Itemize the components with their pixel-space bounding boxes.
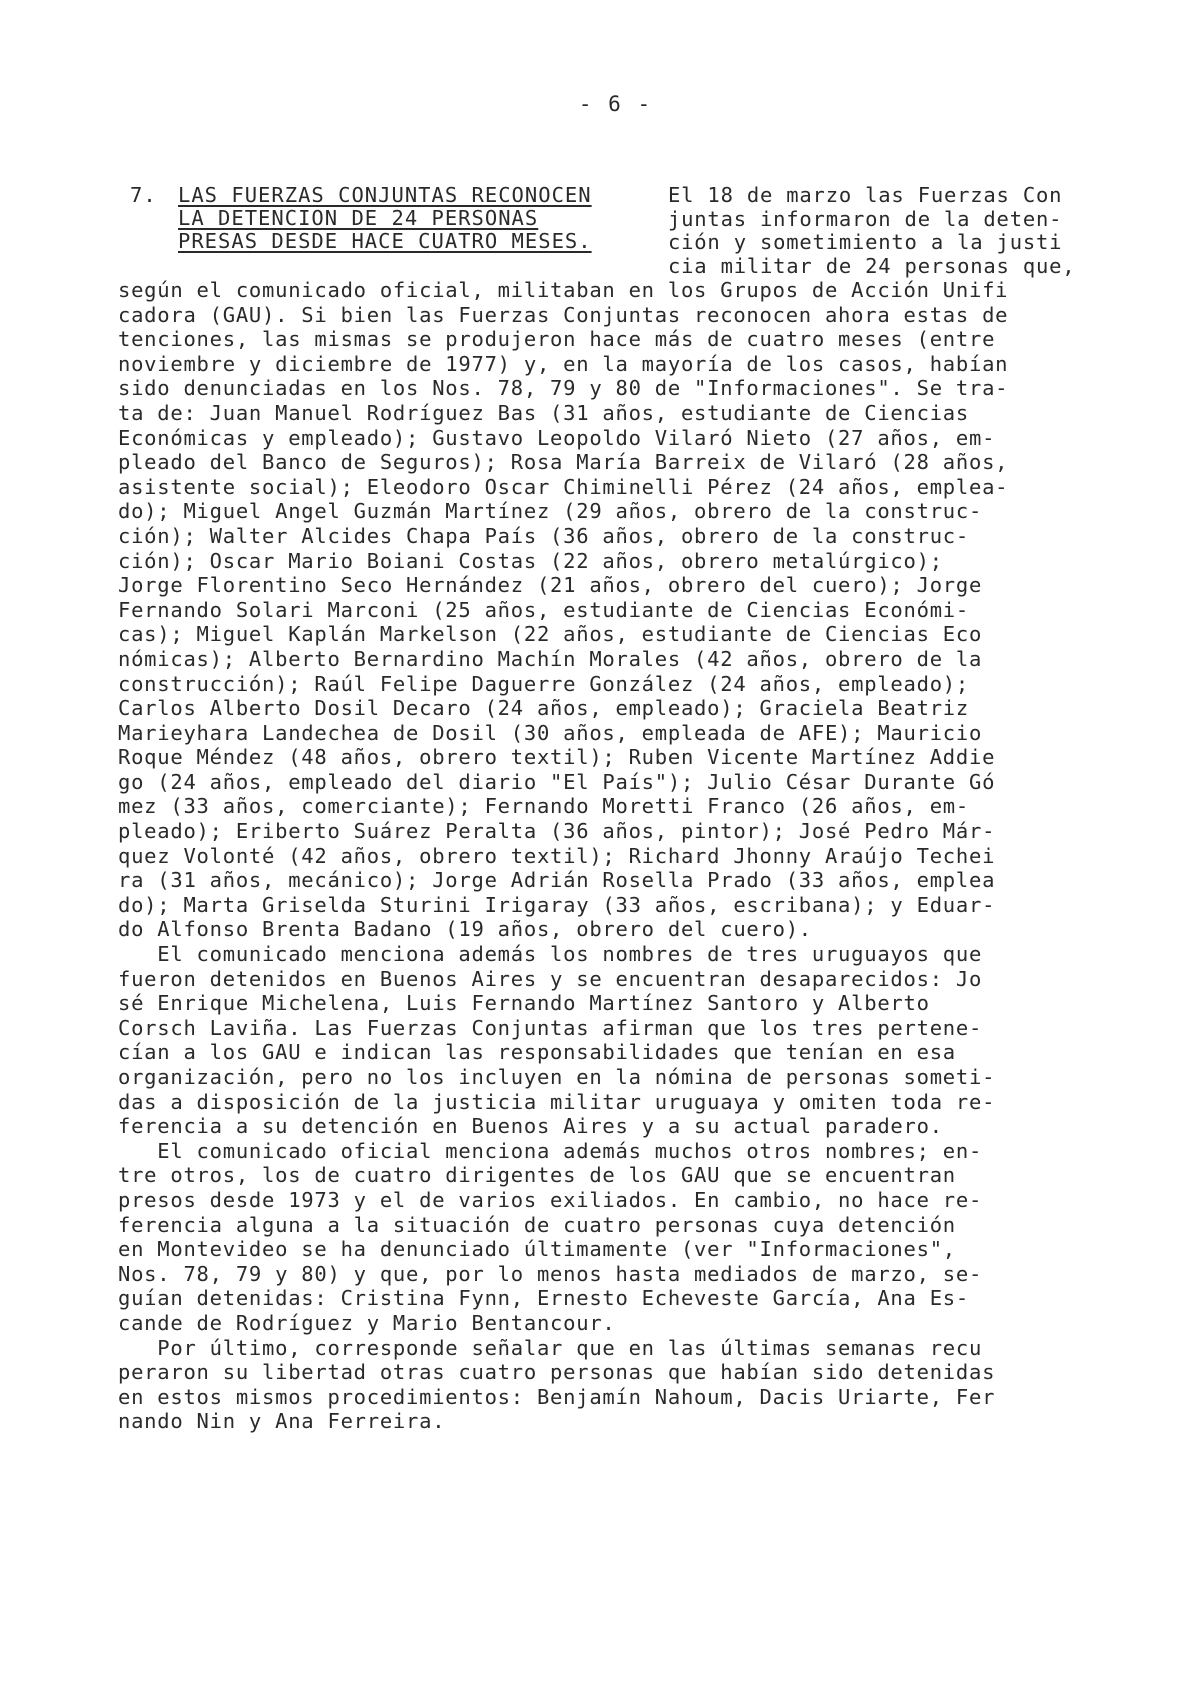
text-line: do); Miguel Angel Guzmán Martínez (29 años, obrero de la construc- [118, 499, 983, 524]
text-line: peraron su libertad otras cuatro personas que habían sido detenidas [118, 1360, 996, 1385]
text-line: Nos. 78, 79 y 80) y que, por lo menos hasta mediados de marzo, se- [118, 1261, 983, 1286]
text-line: presos desde 1973 y el de varios exiliados. En cambio, no hace re- [118, 1187, 983, 1212]
body-text [118, 278, 1098, 1434]
page-number: - 6 - [578, 92, 653, 116]
text-line: cadora (GAU). Si bien las Fuerzas Conjuntas reconocen ahora estas de [118, 302, 1009, 327]
text-line: fueron detenidos en Buenos Aires y se encuentran desaparecidos: Jo [118, 966, 983, 991]
text-line: cande de Rodríguez y Mario Bentancour. [118, 1310, 616, 1335]
text-line: ción); Walter Alcides Chapa País (36 años, obrero de la construc- [118, 523, 969, 548]
text-line: Corsch Laviña. Las Fuerzas Conjuntas afirman que los tres pertene- [118, 1015, 983, 1040]
text-line: organización, pero no los incluyen en la nómina de personas someti- [118, 1065, 996, 1089]
text-line: cia militar de 24 personas que, [668, 253, 1076, 278]
text-line: tenciones, las mismas se produjeron hace más de cuatro meses (entre [118, 327, 996, 352]
text-line: en Montevideo se ha denunciado últimamente (ver "Informaciones", [118, 1237, 956, 1262]
text-line: Jorge Florentino Seco Hernández (21 años, obrero del cuero); Jorge [118, 573, 983, 598]
text-line: Económicas y empleado); Gustavo Leopoldo Vilaró Nieto (27 años, em- [118, 425, 996, 450]
text-line: cían a los GAU e indican las responsabilidades que tenían en esa [118, 1040, 956, 1065]
text-line: ción); Oscar Mario Boiani Costas (22 años, obrero metalúrgico); [118, 548, 943, 573]
text-line: tre otros, los de cuatro dirigentes de los GAU que se encuentran [118, 1163, 956, 1188]
text-line: ta de: Juan Manuel Rodríguez Bas (31 años, estudiante de Ciencias [118, 400, 969, 425]
text-line: según el comunicado oficial, militaban en los Grupos de Acción Unifi [118, 278, 1009, 302]
text-line: en estos mismos procedimientos: Benjamín Nahoum, Dacis Uriarte, Fer [118, 1384, 996, 1409]
text-line: pleado del Banco de Seguros); Rosa María Barreix de Vilaró (28 años, [118, 450, 1009, 475]
section-number: 7. [130, 183, 157, 207]
text-line: mez (33 años, comerciante); Fernando Moretti Franco (26 años, em- [118, 794, 969, 819]
text-line: sé Enrique Michelena, Luis Fernando Martínez Santoro y Alberto [118, 991, 930, 1016]
text-line: ferencia a su detención en Buenos Aires y a su actual paradero. [118, 1114, 943, 1139]
text-line: Marieyhara Landechea de Dosil (30 años, empleada de AFE); Mauricio [118, 720, 983, 745]
section-title-line: LAS FUERZAS CONJUNTAS RECONOCEN [178, 183, 592, 207]
text-line: Carlos Alberto Dosil Decaro (24 años, empleado); Graciela Beatriz [118, 696, 969, 721]
text-line: Fernando Solari Marconi (25 años, estudiante de Ciencias Económi- [118, 597, 969, 622]
text-line: go (24 años, empleado del diario "El País"); Julio César Durante Gó [118, 769, 996, 794]
text-line: sido denunciadas en los Nos. 78, 79 y 80 de "Informaciones". Se tra- [118, 376, 1009, 401]
text-line: das a disposición de la justicia militar uruguaya y omiten toda re- [118, 1089, 996, 1114]
text-line: construcción); Raúl Felipe Daguerre González (24 años, empleado); [118, 671, 969, 696]
text-line: nando Nin y Ana Ferreira. [118, 1409, 446, 1434]
section-heading [130, 184, 640, 253]
text-line: ra (31 años, mecánico); Jorge Adrián Rosella Prado (33 años, emplea [118, 868, 996, 893]
intro-text [668, 184, 1108, 278]
text-line: nómicas); Alberto Bernardino Machín Morales (42 años, obrero de la [118, 646, 983, 671]
text-line: noviembre y diciembre de 1977) y, en la mayoría de los casos, habían [118, 351, 1009, 376]
text-line: do Alfonso Brenta Badano (19 años, obrero del cuero). [118, 917, 812, 942]
text-line: El comunicado menciona además los nombres de tres uruguayos que [118, 942, 983, 967]
text-line: ción y sometimiento a la justi [668, 230, 1063, 254]
text-line: ferencia alguna a la situación de cuatro personas cuya detención [118, 1212, 956, 1237]
text-line: guían detenidas: Cristina Fynn, Ernesto Echeveste García, Ana Es- [118, 1286, 969, 1311]
text-line: asistente social); Eleodoro Oscar Chiminelli Pérez (24 años, emplea- [118, 474, 1009, 499]
text-line: Por último, corresponde señalar que en las últimas semanas recu [118, 1335, 983, 1360]
text-line: quez Volonté (42 años, obrero textil); Richard Jhonny Araújo Techei [118, 843, 996, 868]
text-line: do); Marta Griselda Sturini Irigaray (33 años, escribana); y Eduar- [118, 892, 996, 917]
text-line: El 18 de marzo las Fuerzas Con [668, 183, 1063, 207]
text-line: Roque Méndez (48 años, obrero textil); Ruben Vicente Martínez Addie [118, 745, 996, 770]
section-title-line: LA DETENCION DE 24 PERSONAS [178, 206, 539, 230]
section-title-line: PRESAS DESDE HACE CUATRO MESES. [178, 229, 592, 253]
text-line: juntas informaron de la deten- [668, 206, 1063, 231]
text-line: pleado); Eriberto Suárez Peralta (36 años, pintor); José Pedro Már- [118, 819, 996, 844]
text-line: El comunicado oficial menciona además muchos otros nombres; en- [118, 1138, 983, 1163]
text-line: cas); Miguel Kaplán Markelson (22 años, estudiante de Ciencias Eco [118, 622, 983, 647]
